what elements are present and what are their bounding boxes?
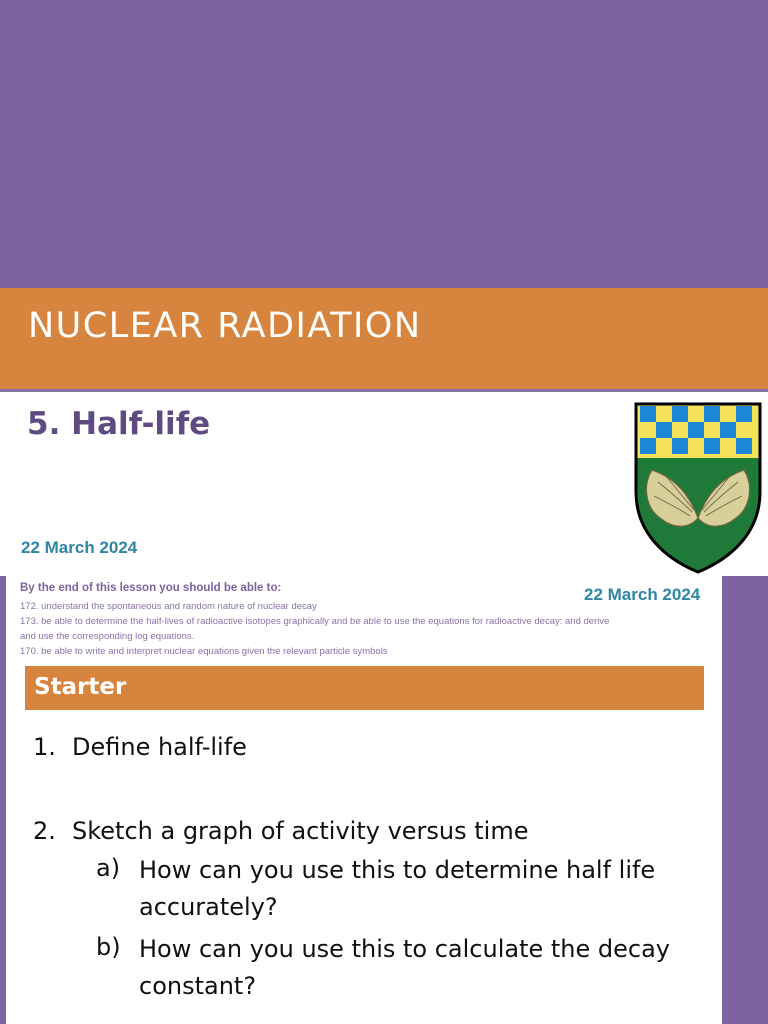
header-band: [0, 0, 768, 288]
question-number: 1.: [33, 733, 56, 761]
subquestion-b: [0, 933, 722, 1013]
subquestion-text: How can you use this to calculate the decay constant?: [139, 935, 670, 1000]
right-border: [722, 576, 768, 1024]
subquestion-letter: a): [96, 854, 121, 882]
page-title: NUCLEAR RADIATION: [28, 306, 422, 346]
objective-item: 172. understand the spontaneous and random nature of nuclear decay: [20, 601, 317, 612]
question-2: [0, 817, 722, 853]
starter-label: Starter: [34, 674, 127, 700]
objective-item: 170. be able to write and interpret nuclear equations given the relevant particle symbols: [20, 646, 388, 657]
objectives-list: [20, 599, 610, 659]
slide-date: 22 March 2024: [584, 585, 701, 604]
school-crest-icon: [632, 400, 764, 576]
question-text: Sketch a graph of activity versus time: [72, 817, 529, 845]
subquestion-text: How can you use this to determine half life accurately?: [139, 856, 656, 921]
lesson-subtitle: 5. Half-life: [27, 406, 211, 442]
subquestion-letter: b): [96, 933, 121, 961]
title-divider: [0, 389, 768, 392]
lesson-date: 22 March 2024: [21, 538, 138, 557]
question-number: 2.: [33, 817, 56, 845]
objective-item: 173. be able to determine the half-lives of radioactive isotopes graphically and be able to use the equations for radioactive decay: and derive and use the corresponding log equations.: [20, 616, 610, 642]
starter-banner: [25, 666, 704, 710]
question-text: Define half-life: [72, 733, 247, 761]
objectives-heading: By the end of this lesson you should be able to:: [20, 582, 282, 594]
question-1: [0, 733, 722, 769]
starter-slide: [0, 576, 768, 1024]
subquestion-a: [0, 854, 722, 934]
